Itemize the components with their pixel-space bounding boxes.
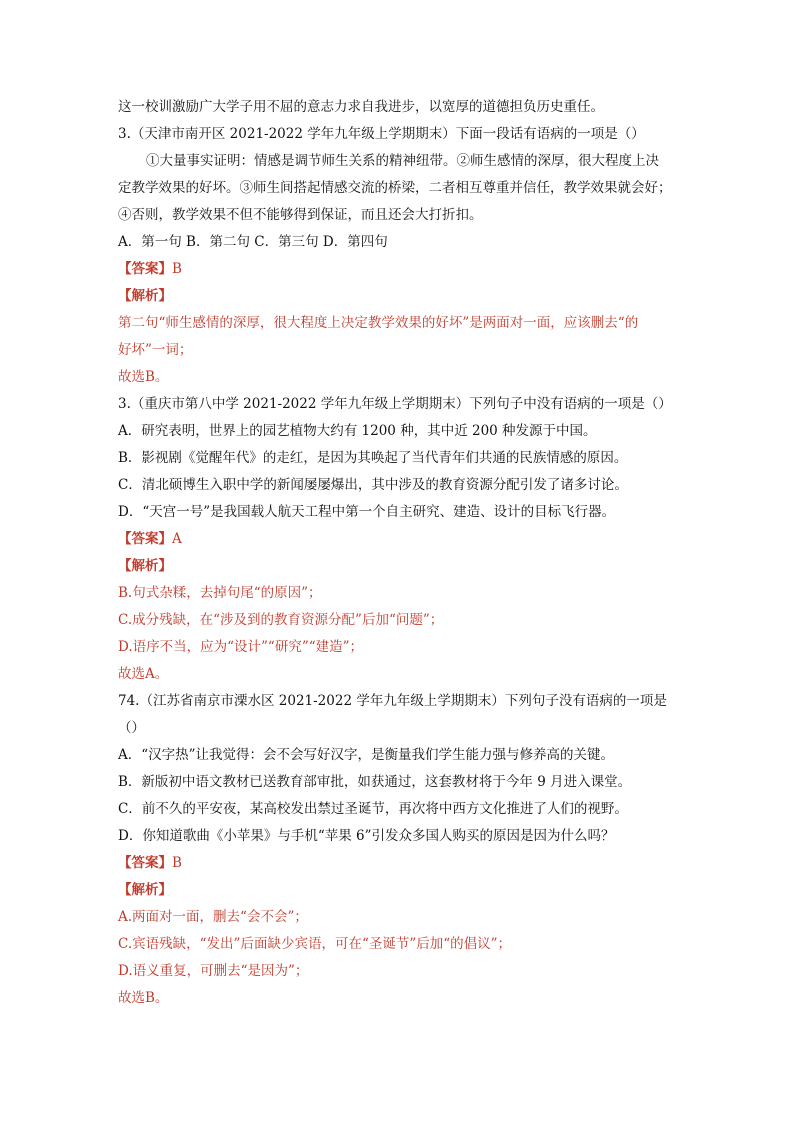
option-b: B．影视剧《觉醒年代》的走红，是因为其唤起了当代青年们共通的民族情感的原因。 [118, 450, 628, 466]
option-c: C．前不久的平安夜，某高校发出禁过圣诞节，再次将中西方文化推进了人们的视野。 [118, 801, 628, 817]
answer-mark: 【答案】 [118, 531, 172, 547]
analysis-line: B.句式杂糅，去掉句尾“的原因”； [118, 585, 322, 601]
option-d: D．你知道歌曲《小苹果》与手机“苹果 6”引发众多国人购买的原因是因为什么吗？ [118, 828, 615, 844]
analysis-mark: 【解析】 [118, 558, 172, 574]
option-d: D．“天宫一号”是我国载人航天工程中第一个自主研究、建造、设计的目标飞行器。 [118, 504, 616, 520]
answer-line [118, 854, 182, 872]
analysis-mark: 【解析】 [118, 288, 172, 304]
analysis-line: C.宾语残缺，“发出”后面缺少宾语，可在“圣诞节”后加“的倡议”； [118, 936, 512, 952]
question-stem: 3.（重庆市第八中学 2021-2022 学年九年级上学期期末）下列句子中没有语病的一项是（） [118, 396, 672, 412]
analysis-line: 好坏”一词； [118, 342, 193, 358]
analysis-line: D.语序不当，应为“设计”“研究”“建造”； [118, 639, 364, 655]
analysis-mark: 【解析】 [118, 882, 172, 898]
analysis-line: 第二句“师生感情的深厚，很大程度上决定教学效果的好坏”是两面对一面，应该删去“的 [118, 315, 639, 331]
passage-line: ④否则，教学效果不但不能够得到保证，而且还会大打折扣。 [118, 207, 483, 223]
answer-line [118, 530, 182, 548]
passage-line: 定教学效果的好坏。③师生间搭起情感交流的桥梁，二者相互尊重并信任，教学效果就会好； [118, 180, 672, 196]
question-stem: 3.（天津市南开区 2021-2022 学年九年级上学期期末）下面一段话有语病的一项是（） [118, 126, 645, 142]
option-b: B．新版初中语文教材已送教育部审批，如获通过，这套教材将于今年 9 月进入课堂。 [118, 774, 632, 790]
option-a: A．“汉字热”让我觉得：会不会写好汉字，是衡量我们学生能力强与修养高的关键。 [118, 747, 615, 763]
answer-mark: 【答案】 [118, 261, 172, 277]
analysis-line: D.语义重复，可删去“是因为”； [118, 963, 309, 979]
answer-value: B [172, 261, 182, 277]
analysis-conclusion: 故选B。 [118, 990, 169, 1006]
text-line: 这一校训激励广大学子用不屈的意志力求自我进步，以宽厚的道德担负历史重任。 [118, 99, 604, 115]
answer-value: A [172, 531, 182, 547]
options-line: A．第一句 B．第二句 C．第三句 D．第四句 [118, 234, 388, 250]
option-c: C．清北硕博生入职中学的新闻屡屡爆出，其中涉及的教育资源分配引发了诸多讨论。 [118, 477, 628, 493]
analysis-conclusion: 故选B。 [118, 369, 169, 385]
analysis-line: C.成分残缺，在“涉及到的教育资源分配”后加“问题”； [118, 612, 444, 628]
option-a: A．研究表明，世界上的园艺植物大约有 1200 种，其中近 200 种发源于中国。 [118, 423, 597, 439]
answer-mark: 【答案】 [118, 855, 172, 871]
analysis-line: A.两面对一面，删去“会不会”； [118, 909, 308, 925]
answer-line [118, 260, 182, 278]
passage-line: ①大量事实证明：情感是调节师生关系的精神纽带。②师生感情的深厚，很大程度上决 [146, 153, 659, 169]
analysis-conclusion: 故选A。 [118, 666, 169, 682]
question-stem-cont: （） [118, 720, 145, 736]
answer-value: B [172, 855, 182, 871]
question-stem: 74.（江苏省南京市溧水区 2021-2022 学年九年级上学期期末）下列句子没有语病的一项是 [118, 693, 667, 709]
